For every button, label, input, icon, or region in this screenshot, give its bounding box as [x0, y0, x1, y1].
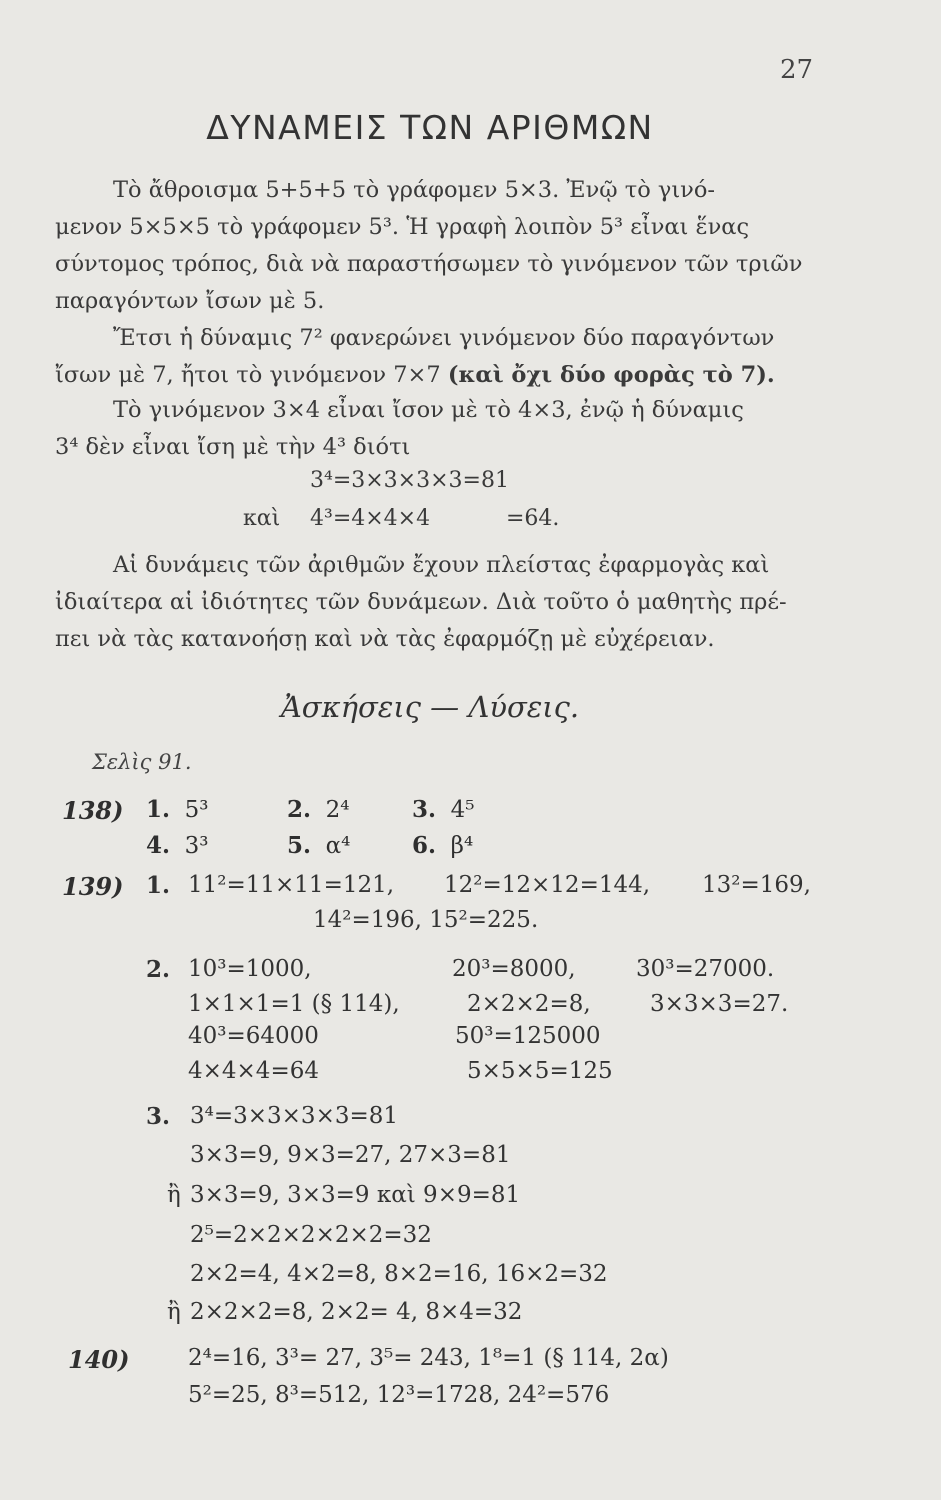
item-number: 3.	[412, 796, 437, 823]
solution-text: 2⁵=2×2×2×2×2=32	[190, 1222, 432, 1248]
exercise-number: 139)	[62, 872, 124, 901]
paragraph-line: Τὸ ἄθροισμα 5+5+5 τὸ γράφομεν 5×3. Ἐνῷ τὸ γινό-	[113, 177, 715, 203]
item-number: 5.	[287, 832, 312, 859]
solution-text: 4×4×4=64	[188, 1058, 319, 1084]
equation-1: 3⁴=3×3×3×3=81	[310, 468, 509, 493]
item-number: 6.	[412, 832, 437, 859]
solution-text: 2⁴=16, 3³= 27, 3⁵= 243, 1⁸=1 (§ 114, 2α)	[188, 1345, 669, 1371]
exercises-heading: Ἀσκήσεις — Λύσεις.	[280, 690, 580, 724]
item-value: β⁴	[450, 833, 474, 859]
paragraph-line: Ἔτσι ἡ δύναμις 7² φανερώνει γινόμενον δύο παραγόντων	[113, 325, 775, 351]
exercise-item	[412, 832, 473, 859]
exercise-item	[287, 832, 350, 859]
paragraph-1	[55, 172, 825, 320]
solution-text: 30³=27000.	[636, 956, 775, 982]
solution-text: 14²=196, 15²=225.	[313, 907, 539, 933]
solution-text: 3×3=9, 3×3=9 καὶ 9×9=81	[190, 1182, 521, 1208]
part-number: 2.	[146, 956, 171, 983]
item-value: 2⁴	[325, 797, 350, 823]
paragraph-line: Αἱ δυνάμεις τῶν ἀριθμῶν ἔχουν πλείστας ἐφαρμογὰς καὶ	[113, 552, 770, 578]
page-title: ΔΥΝΑΜΕΙΣ ΤΩΝ ΑΡΙΘΜΩΝ	[206, 108, 654, 147]
paragraph-line: μενον 5×5×5 τὸ γράφομεν 5³. Ἡ γραφὴ λοιπὸν 5³ εἶναι ἕνας	[55, 214, 750, 240]
paragraph-line: παραγόντων ἴσων μὲ 5.	[55, 288, 325, 314]
solution-text: 3×3×3=27.	[650, 991, 789, 1017]
item-value: 5³	[184, 797, 209, 823]
solution-text: 13²=169,	[702, 872, 811, 898]
solution-text: 20³=8000,	[452, 956, 576, 982]
emphasis-text: (καὶ ὄχι δύο φορὰς τὸ 7).	[447, 362, 775, 388]
exercise-number: 138)	[62, 796, 124, 825]
part-number: 3.	[146, 1103, 171, 1130]
solution-text: 5×5×5=125	[467, 1058, 613, 1084]
item-value: 4⁵	[450, 797, 475, 823]
paragraph-line: Τὸ γινόμενον 3×4 εἶναι ἴσον μὲ τὸ 4×3, ἐνῷ ἡ δύναμις	[113, 397, 744, 423]
exercise-item	[146, 796, 209, 823]
equation-2-left: 4³=4×4×4	[310, 506, 431, 531]
paragraph-line: πει νὰ τὰς κατανοήσῃ καὶ νὰ τὰς ἐφαρμόζῃ μὲ εὐχέρειαν.	[55, 626, 715, 652]
solution-text: 2×2×2=8,	[467, 991, 591, 1017]
or-word: ἢ	[167, 1182, 181, 1208]
item-value: 3³	[184, 833, 209, 859]
paragraph-text: ἴσων μὲ 7, ἤτοι τὸ γινόμενον 7×7	[55, 362, 448, 388]
item-number: 4.	[146, 832, 171, 859]
solution-text: 1×1×1=1 (§ 114),	[188, 991, 400, 1017]
solution-text: 12²=12×12=144,	[444, 872, 651, 898]
page-reference: Σελὶς 91.	[92, 750, 192, 774]
solution-text: 50³=125000	[455, 1023, 601, 1049]
exercise-item	[287, 796, 350, 823]
paragraph-line: σύντομος τρόπος, διὰ νὰ παραστήσωμεν τὸ γινόμενον τῶν τριῶν	[55, 251, 803, 277]
paragraph-line: 3⁴ δὲν εἶναι ἴση μὲ τὴν 4³ διότι	[55, 434, 411, 460]
paragraph-line	[55, 357, 825, 394]
paragraph-4	[55, 547, 825, 658]
item-value: α⁴	[325, 833, 351, 859]
paragraph-3	[55, 392, 825, 466]
solution-text: 3⁴=3×3×3×3=81	[190, 1103, 399, 1129]
item-number: 2.	[287, 796, 312, 823]
exercise-item	[146, 832, 209, 859]
paragraph-2	[55, 320, 825, 394]
item-number: 1.	[146, 796, 171, 823]
solution-text: 2×2=4, 4×2=8, 8×2=16, 16×2=32	[190, 1261, 608, 1287]
paragraph-line: ἰδιαίτερα αἱ ἰδιότητες τῶν δυνάμεων. Διὰ τοῦτο ὁ μαθητὴς πρέ-	[55, 589, 787, 615]
exercise-item	[412, 796, 475, 823]
equation-2-right: =64.	[506, 506, 560, 531]
exercise-number: 140)	[68, 1345, 130, 1374]
solution-text: 40³=64000	[188, 1023, 319, 1049]
solution-text: 3×3=9, 9×3=27, 27×3=81	[190, 1142, 511, 1168]
solution-text: 11²=11×11=121,	[188, 872, 395, 898]
equation-and-word: καὶ	[243, 506, 281, 531]
solution-text: 10³=1000,	[188, 956, 312, 982]
solution-text: 5²=25, 8³=512, 12³=1728, 24²=576	[188, 1382, 610, 1408]
solution-text: 2×2×2=8, 2×2= 4, 8×4=32	[190, 1299, 523, 1325]
page-number: 27	[780, 55, 814, 85]
part-number: 1.	[146, 872, 171, 899]
or-word: ἢ	[167, 1299, 181, 1325]
